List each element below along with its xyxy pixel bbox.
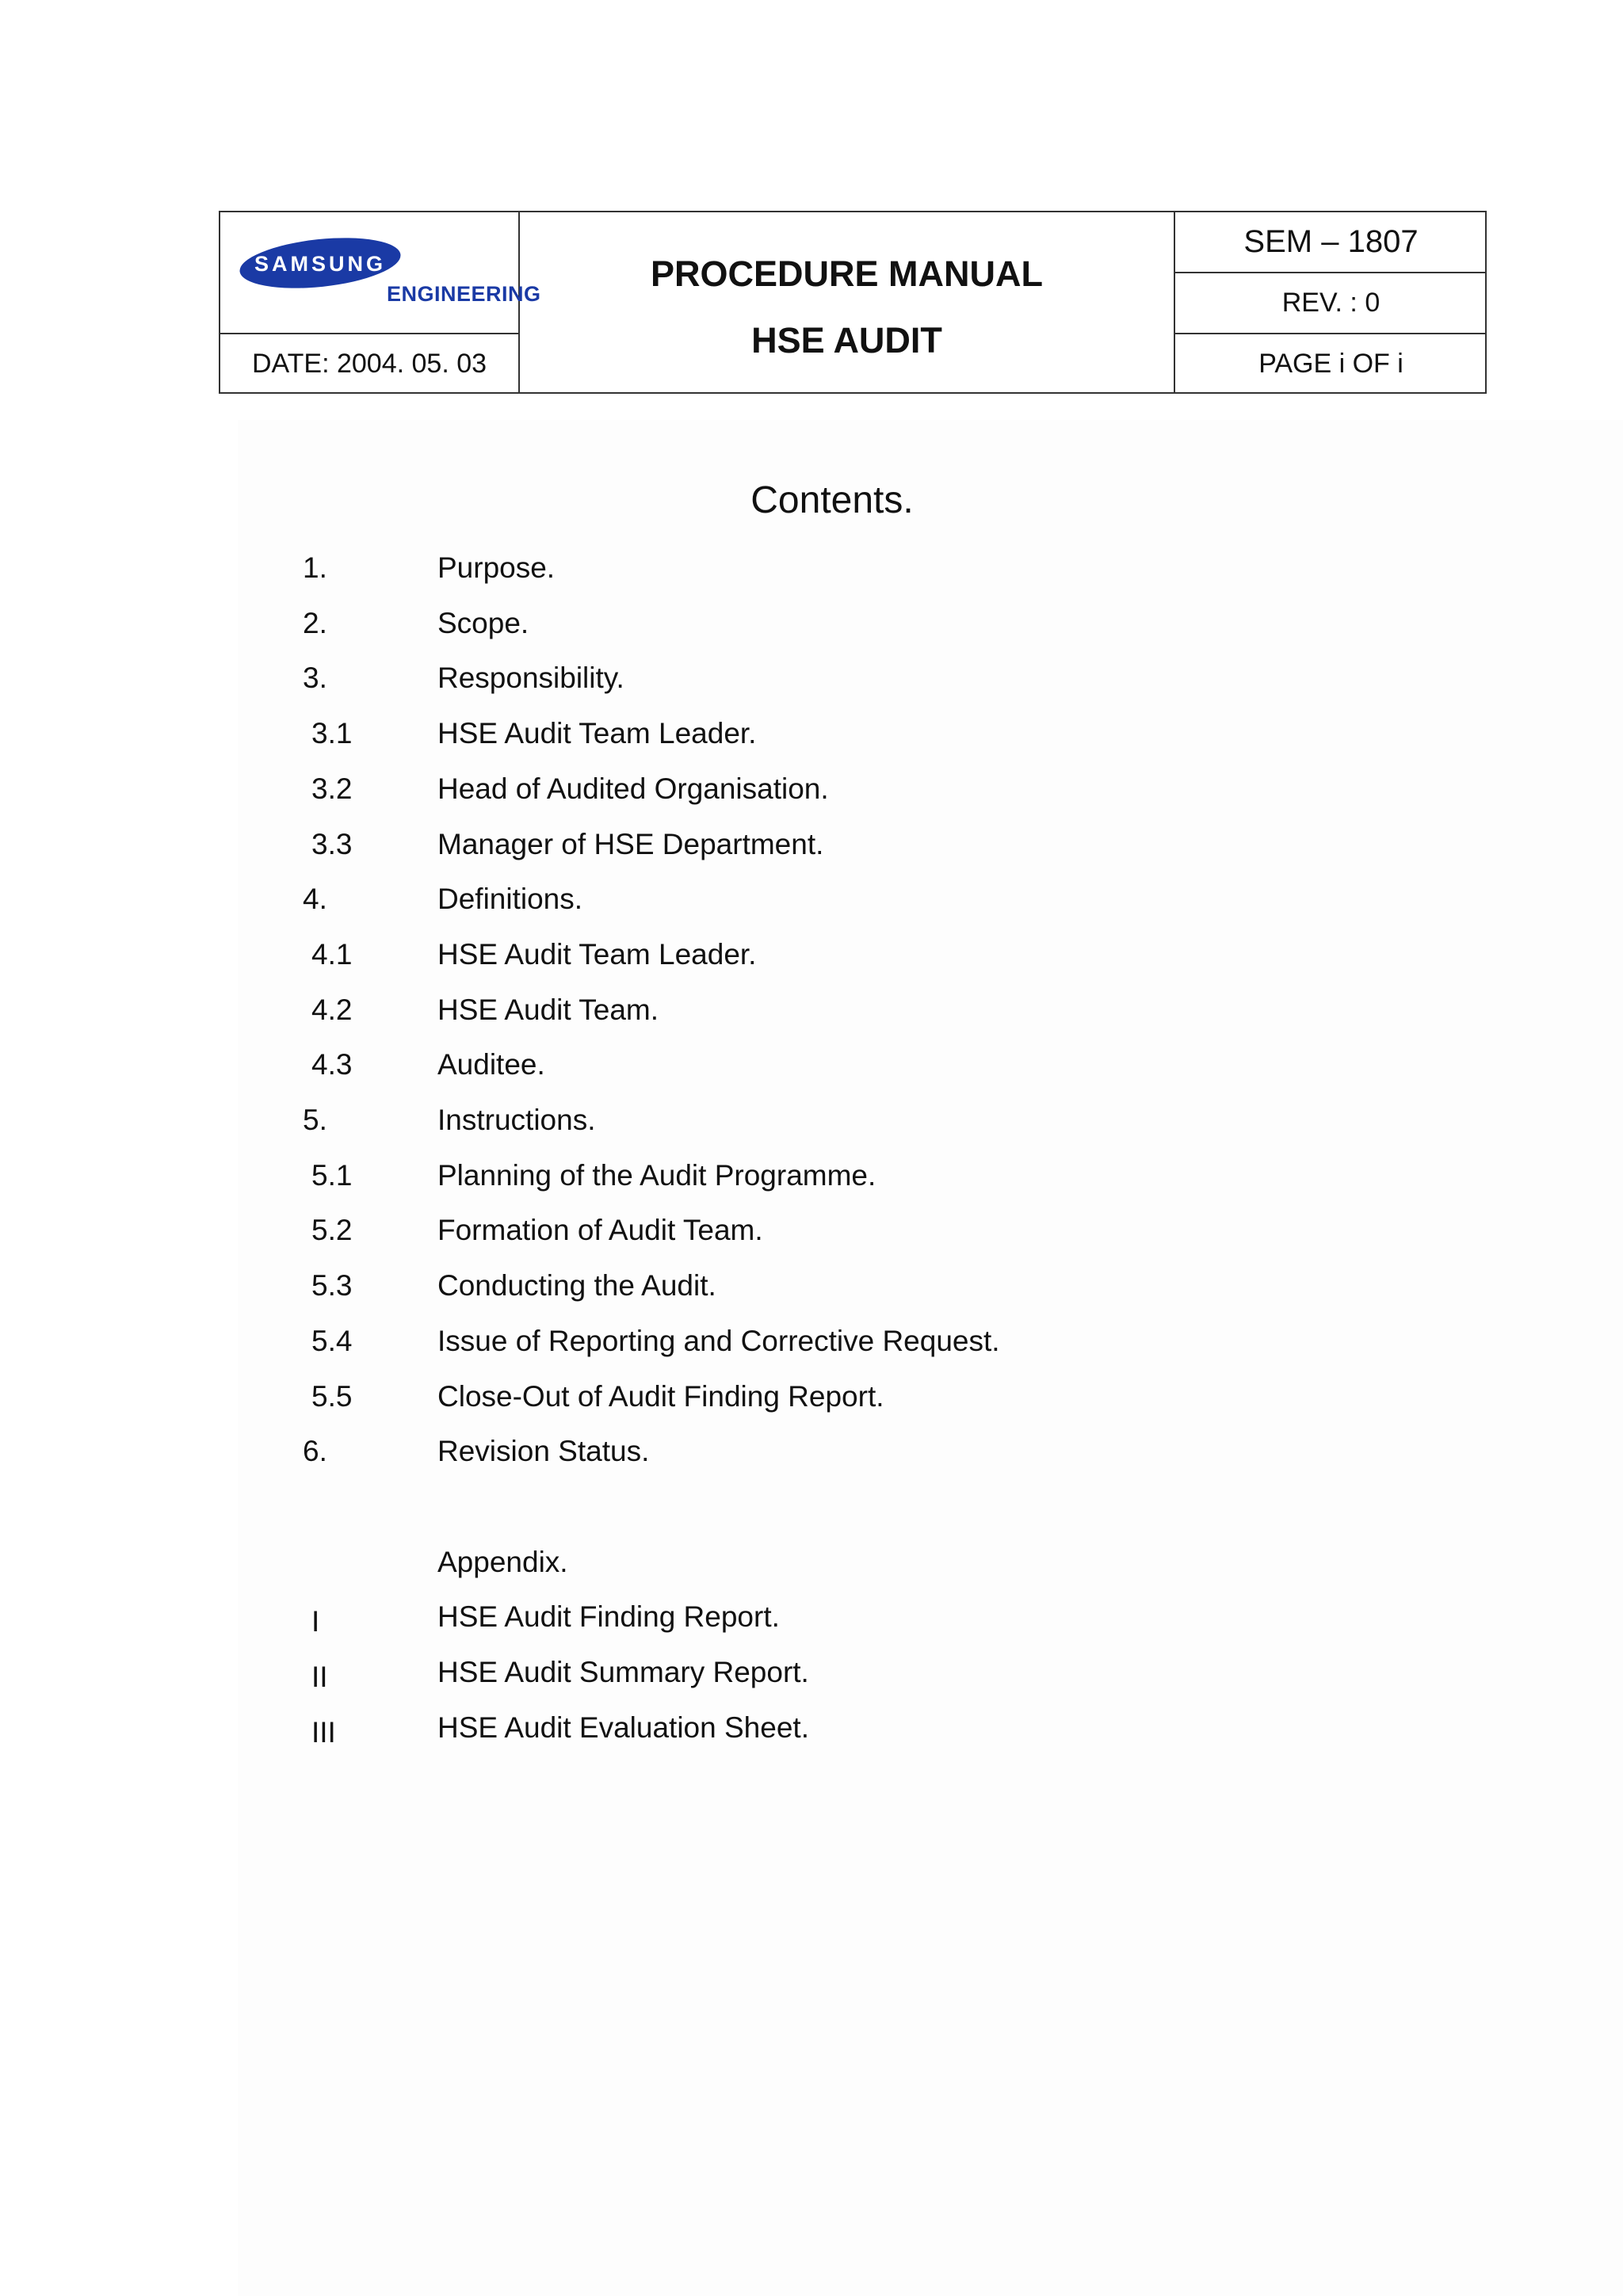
toc-entry-number: 6. (303, 1435, 327, 1468)
toc-entry-number: 3.3 (311, 827, 353, 860)
toc-entry-title: Auditee. (437, 1048, 545, 1081)
samsung-engineering-logo (239, 236, 541, 311)
logo-brand-text: SAMSUNG (254, 252, 387, 276)
toc-entry-number: 5.1 (311, 1158, 353, 1192)
appendix-entry-number: III (311, 1715, 336, 1749)
toc-entry-number: 5.3 (311, 1269, 353, 1302)
toc-entry-title: Formation of Audit Team. (437, 1214, 763, 1247)
logo-cell (220, 212, 541, 334)
toc-entry-number: 3. (303, 662, 327, 695)
toc-entry-number: 2. (303, 606, 327, 639)
toc-entry-number: 5.2 (311, 1214, 353, 1247)
toc-entry-number: 1. (303, 551, 327, 584)
toc-entry-number: 3.1 (311, 717, 353, 750)
document-date: DATE: 2004. 05. 03 (220, 334, 520, 394)
toc-entry-title: Conducting the Audit. (437, 1269, 716, 1302)
toc-entry-number: 4.3 (311, 1048, 353, 1081)
toc-entry-title: HSE Audit Team Leader. (437, 937, 757, 971)
document-revision: REV. : 0 (1174, 273, 1487, 334)
toc-entry-title: Purpose. (437, 551, 556, 584)
toc-entry-number: 5.4 (311, 1324, 353, 1357)
document-header-table (219, 211, 1487, 394)
toc-entry-title: Responsibility. (437, 662, 624, 695)
toc-entry-number: 3.2 (311, 772, 353, 805)
toc-entry-title: Manager of HSE Department. (437, 827, 824, 860)
page-background (238, 420, 1623, 2296)
appendix-entry-title: HSE Audit Finding Report. (437, 1600, 780, 1634)
appendix-entry-title: HSE Audit Evaluation Sheet. (437, 1711, 809, 1744)
toc-entry-title: Scope. (437, 606, 529, 639)
appendix-entry-number: I (311, 1605, 320, 1638)
toc-entry-number: 5.5 (311, 1379, 353, 1413)
toc-entry-title: Revision Status. (437, 1435, 650, 1468)
document-subtitle: HSE AUDIT (751, 320, 942, 360)
toc-entry-number: 4.1 (311, 937, 353, 971)
toc-entry-title: Instructions. (437, 1104, 596, 1136)
page-number: PAGE i OF i (1174, 334, 1487, 394)
appendix-entry-title: HSE Audit Summary Report. (437, 1656, 809, 1688)
contents-heading: Contents. (750, 479, 914, 521)
toc-entry-title: Head of Audited Organisation. (437, 772, 829, 805)
toc-entry-title: Close-Out of Audit Finding Report. (437, 1379, 884, 1413)
toc-entry-title: Planning of the Audit Programme. (437, 1158, 876, 1192)
toc-entry-number: 5. (303, 1104, 327, 1136)
toc-entry-title: Definitions. (437, 883, 583, 916)
document-title: PROCEDURE MANUAL (651, 254, 1043, 294)
toc-entry-number: 4. (303, 883, 327, 916)
document-code: SEM – 1807 (1174, 212, 1487, 273)
toc-entry-title: Issue of Reporting and Corrective Request. (437, 1324, 1000, 1357)
title-cell (520, 212, 1174, 394)
toc-entry-number: 4.2 (311, 993, 353, 1026)
appendix-heading: Appendix. (437, 1545, 568, 1578)
logo-division-text: ENGINEERING (387, 282, 541, 306)
toc-entry-title: HSE Audit Team. (437, 993, 659, 1026)
appendix-entry-number: II (311, 1661, 328, 1693)
toc-entry-title: HSE Audit Team Leader. (437, 717, 757, 750)
